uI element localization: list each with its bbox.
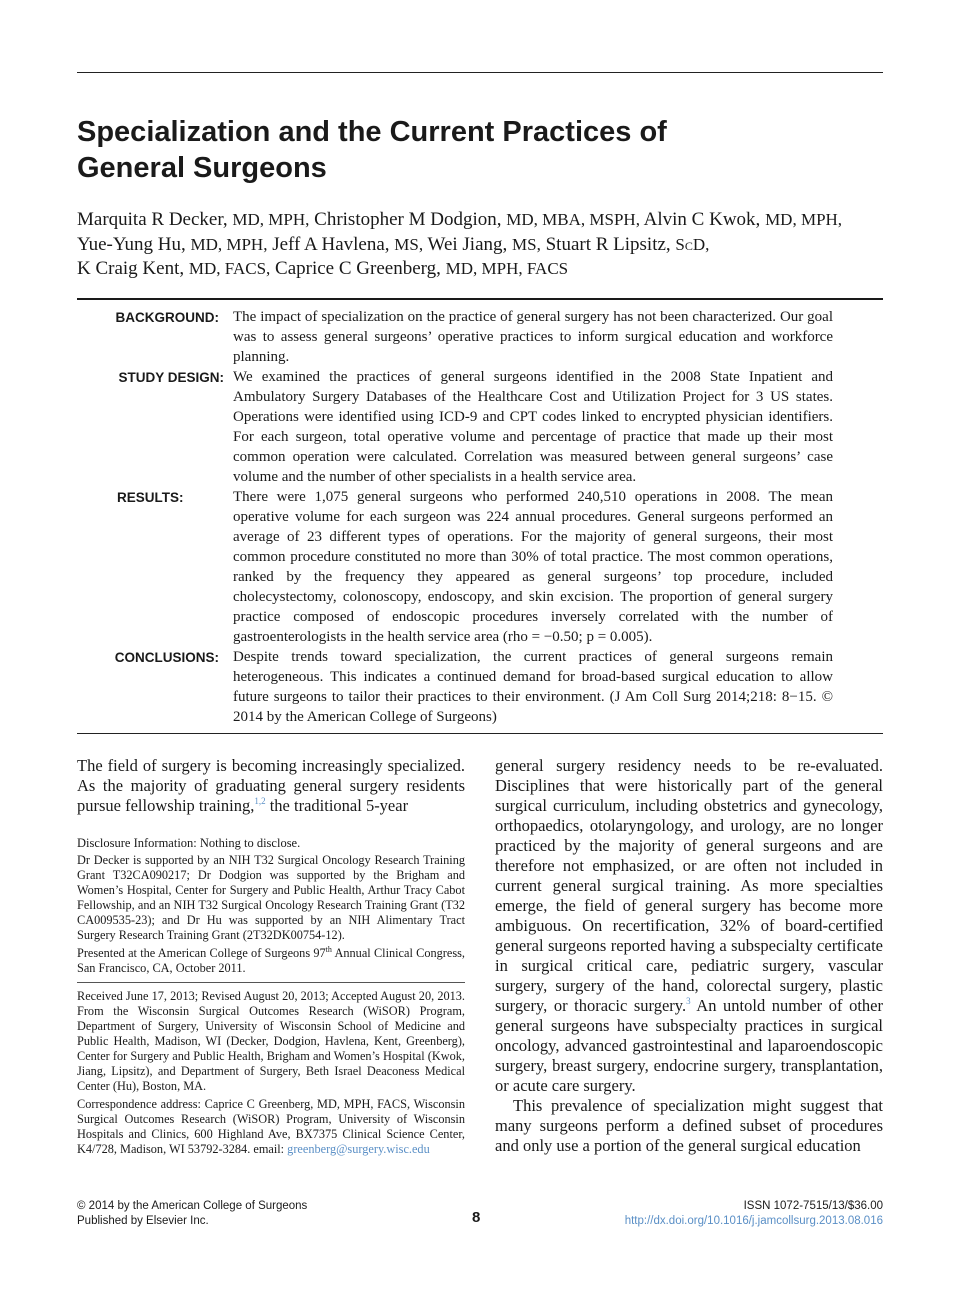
footer-right <box>625 1199 883 1229</box>
author-name: Wei Jiang, <box>427 233 508 255</box>
author-degrees: MS, <box>394 234 424 254</box>
author-degrees: MD, MBA, MSPH, <box>506 210 640 229</box>
author-name: Caprice C Greenberg, <box>275 258 441 279</box>
abstract-text: We examined the practices of general surgeons identified in the 2008 State Inpatient and Ambulatory Surgery Databases of the Healthcare Cost and Utilization Project for 3 US states. Operations were identified using ICD-9 and CPT codes linked to encrypted physician identifiers. For each surgeon, total operative volume and percentage of practice that made up their most common operation were calculated. Correlation was measured between general surgeons’ case volume and the number of other specialists in a health service area. <box>233 369 833 485</box>
right-column <box>495 756 883 1156</box>
author-name: Jeff A Havlena, <box>272 233 390 255</box>
abstract-text: The impact of specialization on the practice of general surgery has not been characterized. Our goal was to assess general surgeons’ operative practices to inform surgical education and workforce planning. <box>233 309 833 365</box>
copyright: © 2014 by the American College of Surgeons <box>77 1200 308 1212</box>
abstract-label: BACKGROUND: <box>115 310 219 325</box>
citation-link[interactable]: 1,2 <box>254 796 266 806</box>
issn: ISSN 1072-7515/13/$36.00 <box>743 1200 883 1212</box>
page-number: 8 <box>472 1209 481 1226</box>
abstract-bottom-rule <box>77 733 883 734</box>
received-note: Received June 17, 2013; Revised August 20, 2013; Accepted August 20, 2013. From the Wisconsin Surgical Outcomes Research (WiSOR) Program, Department of Surgery, University of Wisconsin School of Medicine and Public Health, Madison, WI (Decker, Dodgion, Havlena, Kent, Greenberg), Center for Surgery and Public Health, Brigham and Women’s Hospital (Kwok, Jiang, Lipsitz), and Department of Surgery, Beth Israel Deaconess Medical Center (Hu), Boston, MA. <box>77 989 465 1093</box>
abstract-top-rule <box>77 298 883 300</box>
email-link[interactable]: greenberg@surgery.wisc.edu <box>287 1142 430 1156</box>
author-degrees: MD, MPH, <box>190 234 268 254</box>
doi-link[interactable]: http://dx.doi.org/10.1016/j.jamcollsurg.2013.08.016 <box>624 1215 883 1227</box>
body-paragraph: The field of surgery is becoming increasingly specialized. As the majority of graduating general surgery residents pursue fellowship training,$^{1,2}$ the traditional 5-year <box>77 756 465 815</box>
abstract-background <box>77 307 883 367</box>
body-paragraph: This prevalence of specialization might suggest that many surgeons perform a defined subset of procedures and only use a portion of the general surgical education <box>495 1096 883 1155</box>
abstract-text: There were 1,075 general surgeons who performed 240,510 operations in 2008. The mean operative volume for each surgeon was 224 annual procedures. General surgeons performed an average of 23 different types of operations. For the majority of general surgeons, their most common procedure constituted no more than 30% of total practice. The most common operations, ranked by the frequency they appeared as general surgeons’ top procedure, included cholecystectomy, colonoscopy, endoscopy, and skin excision. The proportion of general surgery practice composed of endoscopic procedures inversely correlated with the number of gastroenterologists in the health service area (rho = −0.50; p = 0.005). <box>233 489 833 645</box>
author-name: Marquita R Decker, <box>77 209 228 230</box>
funding-note: Dr Decker is supported by an NIH T32 Surgical Oncology Research Training Grant T32CA090217; Dr Dodgion was supported by the Brigham and Women’s Hospital, Center for Surgery and Public Health, Arthur Tracy Cabot Fellowship, and an NIH T32 Surgical Oncology Research Training Grant (T32 CA009535-23); and Dr Hu was supported by an NIH Alimentary Tract Surgery Research Training Grant (2T32DK00754-12). <box>77 853 465 942</box>
author-degrees: MD, FACS, <box>188 259 271 278</box>
author-name: Yue-Yung Hu, <box>77 233 186 255</box>
author-name: K Craig Kent, <box>77 258 185 279</box>
disclosure-heading: Disclosure Information: Nothing to disclose. <box>77 836 301 850</box>
abstract <box>77 307 883 727</box>
citation-link[interactable]: 3 <box>686 996 691 1006</box>
author-name: Christopher M Dodgion, <box>314 209 502 230</box>
author-name: Stuart R Lipsitz, <box>545 233 671 255</box>
article-title: Specialization and the Current Practices of General Surgeons <box>77 116 667 184</box>
author-degrees: MS, <box>512 234 541 254</box>
abstract-label: CONCLUSIONS: <box>114 650 219 665</box>
abstract-study-design <box>77 367 883 487</box>
presentation-note: Presented at the American College of Surgeons 97th Annual Clinical Congress, San Francisco, CA, October 2011. <box>77 945 465 975</box>
left-column <box>77 756 465 1160</box>
top-rule <box>77 72 883 73</box>
author-degrees: ScD, <box>675 234 710 254</box>
abstract-label: RESULTS: <box>117 490 184 505</box>
author-degrees: MD, MPH, <box>232 210 310 229</box>
footer-left <box>77 1199 307 1229</box>
abstract-results <box>77 487 883 647</box>
abstract-text: Despite trends toward specialization, the current practices of general surgeons remain heterogeneous. This indicates a continued demand for broad-based surgical education to allow future surgeons to tailor their practices to their environment. (J Am Coll Surg 2014;218: 8−15. © 2014 by the American College of Surgeons) <box>233 649 833 725</box>
author-name: Alvin C Kwok, <box>643 209 761 230</box>
author-list <box>77 208 883 282</box>
author-degrees: MD, MPH, FACS <box>445 259 569 278</box>
footnote-divider <box>77 982 465 983</box>
publisher: Published by Elsevier Inc. <box>77 1215 209 1227</box>
author-degrees: MD, MPH, <box>765 210 843 229</box>
body-paragraph: general surgery residency needs to be re-evaluated. Disciplines that were historically part of the general surgical curriculum, including obstetrics and gynecology, orthopaedics, otolaryngology, and urology, are no longer practiced by the majority of general surgeons and are therefore not emphasized, or are often not included in current general surgical training. As more specialties emerge, the field of general surgery has become more ambiguous. On recertification, 32% of board-certified general surgeons reported having a subspecialty certificate in surgical critical care, pediatric surgery, vascular surgery, surgery of the hand, colorectal surgery, plastic surgery, or thoracic surgery.$^3$ An untold number of other general surgeons have subspecialty practices in surgical oncology, advanced gastrointestinal and laparoendoscopic surgery, breast surgery, endocrine surgery, transplantation, or acute care surgery. <box>495 756 883 1095</box>
correspondence-note: Correspondence address: Caprice C Greenberg, MD, MPH, FACS, Wisconsin Surgical Outcomes Research (WiSOR) Program, University of Wisconsin Hospitals and Clinics, 600 Highland Ave, BX7375 Clinical Science Center, K4/728, Madison, WI 53792-3284. email: greenberg@surgery.wisc.edu <box>77 1097 465 1156</box>
abstract-conclusions <box>77 647 883 727</box>
abstract-label: STUDY DESIGN: <box>118 370 224 385</box>
